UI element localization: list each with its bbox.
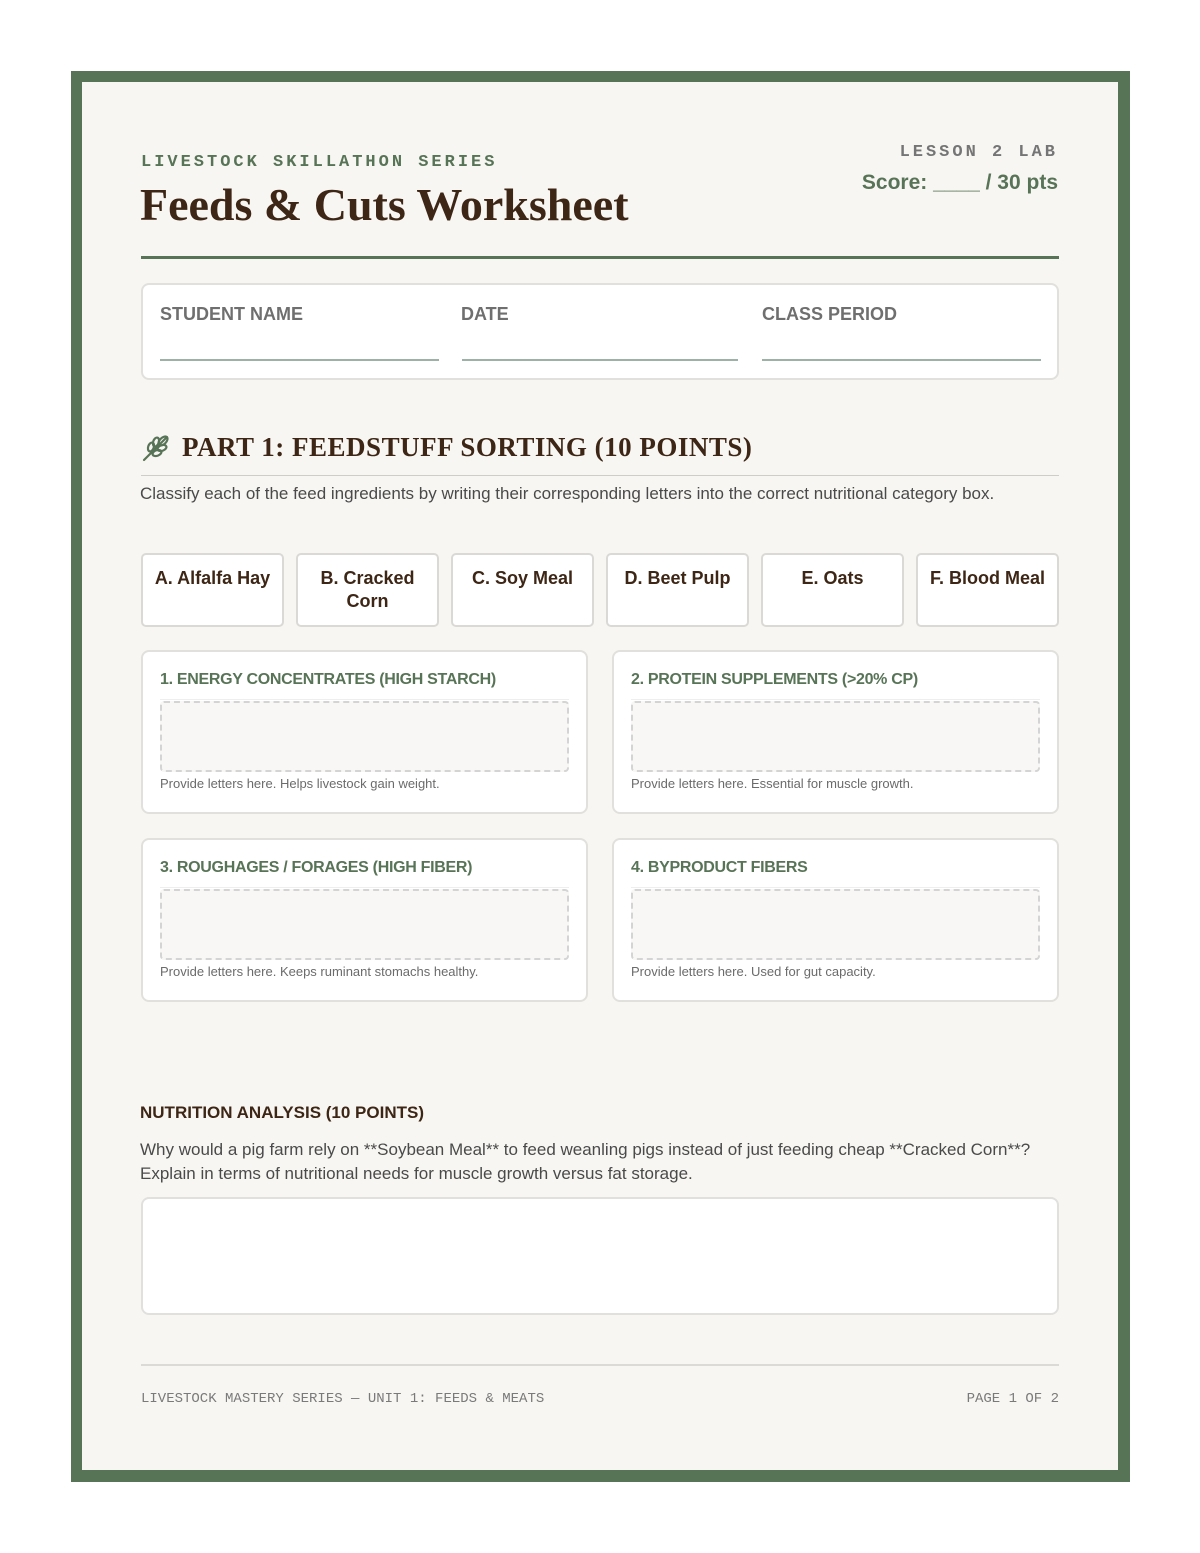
category-card [612, 650, 1059, 814]
category-divider [631, 887, 1040, 888]
roughage-answer-box[interactable] [160, 889, 569, 960]
student-name-label: STUDENT NAME [160, 304, 303, 324]
energy-answer-box[interactable] [160, 701, 569, 772]
category-divider [160, 887, 569, 888]
feed-item: F. Blood Meal [916, 553, 1059, 627]
feed-item: D. Beet Pulp [606, 553, 749, 627]
feed-item: E. Oats [761, 553, 904, 627]
category-card [141, 650, 588, 814]
student-info-card [141, 283, 1059, 380]
part1-title: PART 1: FEEDSTUFF SORTING (10 POINTS) [182, 432, 753, 462]
protein-answer-box[interactable] [631, 701, 1040, 772]
category-title: 4. BYPRODUCT FIBERS [631, 859, 808, 876]
category-card [141, 838, 588, 1002]
page-number: PAGE 1 OF 2 [966, 1391, 1059, 1407]
feed-item: C. Soy Meal [451, 553, 594, 627]
footer-series: LIVESTOCK MASTERY SERIES — UNIT 1: FEEDS & MEATS [141, 1391, 545, 1407]
lesson-label: LESSON 2 LAB [899, 143, 1058, 162]
category-title: 1. ENERGY CONCENTRATES (HIGH STARCH) [160, 671, 496, 688]
category-divider [631, 699, 1040, 700]
category-title: 3. ROUGHAGES / FORAGES (HIGH FIBER) [160, 859, 473, 876]
worksheet-title: Feeds & Cuts Worksheet [140, 179, 629, 230]
part1-divider [141, 475, 1059, 476]
category-divider [160, 699, 569, 700]
feed-item: A. Alfalfa Hay [141, 553, 284, 627]
part1-instructions: Classify each of the feed ingredients by writing their corresponding letters into the correct nutritional category box. [140, 484, 995, 503]
category-hint: Provide letters here. Helps livestock gain weight. [160, 776, 440, 791]
nutrition-title: NUTRITION ANALYSIS (10 POINTS) [140, 1103, 424, 1122]
nutrition-answer-box[interactable] [141, 1197, 1059, 1315]
wheat-icon [141, 433, 171, 463]
header-divider [141, 256, 1059, 259]
footer-divider [141, 1364, 1059, 1366]
feed-item: B. Cracked Corn [296, 553, 439, 627]
class-period-field[interactable] [762, 359, 1041, 361]
date-field[interactable] [462, 359, 738, 361]
class-period-label: CLASS PERIOD [762, 304, 898, 324]
date-label: DATE [461, 304, 509, 324]
series-label: LIVESTOCK SKILLATHON SERIES [141, 153, 498, 172]
nutrition-question: Why would a pig farm rely on **Soybean Meal** to feed weanling pigs instead of just feeding cheap **Cracked Corn**? Explain in terms of nutritional needs for muscle growth versus fat storage. [140, 1140, 1031, 1183]
student-name-field[interactable] [160, 359, 439, 361]
byproduct-answer-box[interactable] [631, 889, 1040, 960]
category-hint: Provide letters here. Used for gut capacity. [631, 964, 876, 979]
category-hint: Provide letters here. Essential for muscle growth. [631, 776, 914, 791]
category-title: 2. PROTEIN SUPPLEMENTS (>20% CP) [631, 671, 918, 688]
category-card [612, 838, 1059, 1002]
score-line: Score: ____ / 30 pts [861, 171, 1058, 194]
category-hint: Provide letters here. Keeps ruminant stomachs healthy. [160, 964, 479, 979]
